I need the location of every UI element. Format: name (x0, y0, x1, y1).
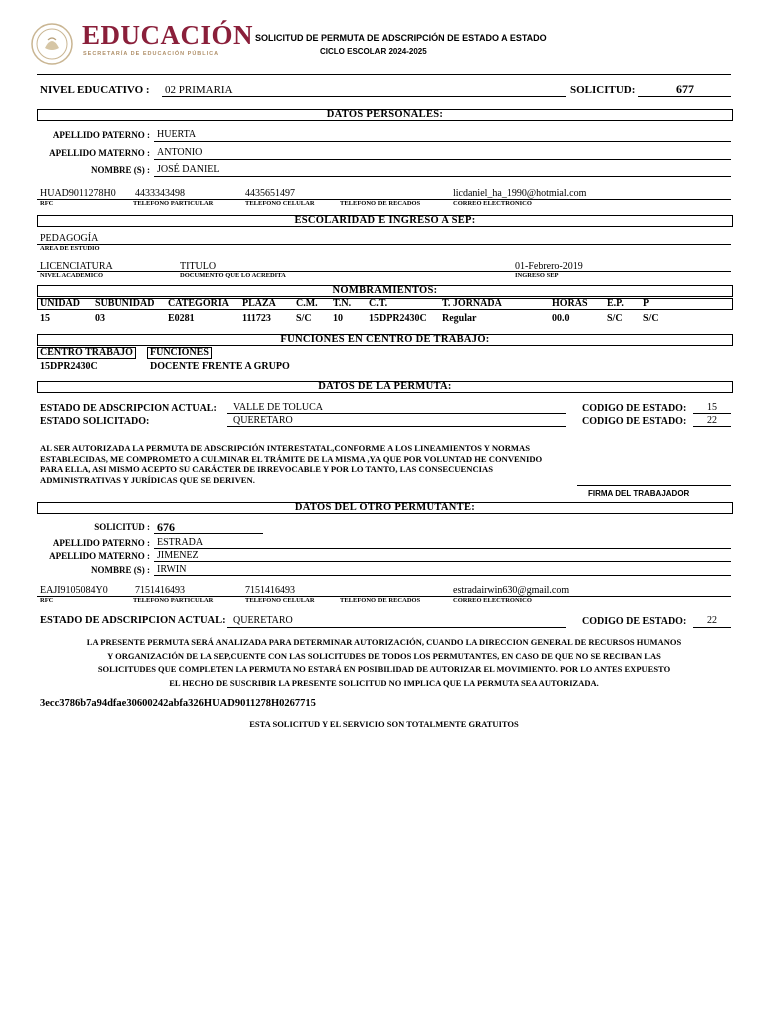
codigo-solicitado-value: 22 (707, 415, 717, 426)
ingreso-label: INGRESO SEP (515, 272, 559, 279)
otro-nombre-underline (154, 575, 731, 576)
centro-trabajo-label: CENTRO TRABAJO (37, 347, 136, 359)
section-escolaridad: ESCOLARIDAD E INGRESO A SEP: (37, 215, 733, 227)
otro-estado-actual-underline (227, 627, 566, 628)
codigo-actual-value: 15 (707, 402, 717, 413)
firma-line (577, 485, 731, 486)
otro-solicitud-label: SOLICITUD : (94, 522, 150, 532)
otro-codigo-label: CODIGO DE ESTADO: (582, 616, 687, 627)
compromiso-line-4: ADMINISTRATIVAS Y JURÍDICAS QUE SE DERIVEN. (40, 474, 255, 485)
tel-cel-label: TELEFONO CELULAR (245, 200, 315, 207)
otro-solicitud-underline (154, 533, 263, 534)
col-unidad: UNIDAD (40, 298, 80, 309)
cell-ct: 15DPR2430C (369, 313, 427, 324)
aviso-line-2: Y ORGANIZACIÓN DE LA SEP,CUENTE CON LAS SOLICITUDES DE TODOS LOS PERMUTANTES, EN CASO DE QUE NO SE RECIBAN LAS (107, 650, 661, 661)
school-cycle: CICLO ESCOLAR 2024-2025 (320, 47, 427, 56)
compromiso-line-3: PARA ELLA, ASI MISMO ACEPTO SU CARÁCTER DE IRREVOCABLE Y POR LO TANTO, LAS CONSECUENCIAS (40, 464, 493, 474)
otro-tel-cel-label: TELEFONO CELULAR (245, 597, 315, 604)
funciones-label: FUNCIONES (147, 347, 212, 359)
otro-paterno-label: APELLIDO PATERNO : (52, 538, 150, 548)
paterno-label: APELLIDO PATERNO : (52, 130, 150, 140)
compromiso-text (40, 443, 600, 485)
codigo-solicitado-label: CODIGO DE ESTADO: (582, 416, 687, 427)
col-tn: T.N. (333, 298, 352, 309)
tel-part-value: 4433343498 (135, 188, 185, 199)
col-ep: E.P. (607, 298, 624, 309)
area-underline (37, 244, 731, 245)
col-subunidad: SUBUNIDAD (95, 298, 155, 309)
estado-solicitado-label: ESTADO SOLICITADO: (40, 416, 150, 427)
solicitud-label: SOLICITUD: (570, 84, 636, 96)
cell-horas: 00.0 (552, 313, 570, 324)
correo-label: CORREO ELECTRONICO (453, 200, 532, 207)
otro-materno-label: APELLIDO MATERNO : (49, 551, 150, 561)
nombre-value: JOSÉ DANIEL (157, 164, 220, 175)
nivel-label: NIVEL EDUCATIVO : (40, 84, 150, 96)
otro-tel-cel-value: 7151416493 (245, 585, 295, 596)
aviso-line-1: LA PRESENTE PERMUTA SERÁ ANALIZADA PARA DETERMINAR AUTORIZACIÓN, CUANDO LA DIRECCION GENERAL DE RECURSOS HUMANOS (86, 637, 682, 647)
solicitud-value: 677 (676, 82, 694, 96)
materno-label: APELLIDO MATERNO : (49, 148, 150, 158)
paterno-underline (154, 141, 731, 142)
col-ct: C.T. (369, 298, 388, 309)
rfc-value: HUAD9011278H0 (40, 188, 116, 199)
tel-cel-value: 4435651497 (245, 188, 295, 199)
gratuito-notice: ESTA SOLICITUD Y EL SERVICIO SON TOTALMENTE GRATUITOS (249, 719, 519, 729)
documento-label: DOCUMENTO QUE LO ACREDITA (180, 272, 286, 279)
otro-estado-actual-label: ESTADO DE ADSCRIPCION ACTUAL: (40, 615, 226, 626)
compromiso-line-2: ESTABLECIDAS, ME COMPROMETO A CULMINAR EL TRÁMITE DE LA MISMA ,YA QUE POR VOLUNTAD HE CONVENIDO (40, 453, 543, 464)
nombramientos-row (0, 313, 768, 325)
otro-paterno-value: ESTRADA (157, 537, 204, 548)
cell-categoria: E0281 (168, 313, 195, 324)
otro-rfc-label: RFC (40, 597, 54, 604)
codigo-actual-label: CODIGO DE ESTADO: (582, 403, 687, 414)
aviso-line-3: SOLICITUDES QUE COMPLETEN LA PERMUTA NO ESTARÁ EN POSIBILIDAD DE AUTORIZAR EL MOVIMIENTO. POR LO ANTES EXPUESTO (97, 664, 671, 674)
aviso-line-4: EL HECHO DE SUSCRIBIR LA PRESENTE SOLICITUD NO IMPLICA QUE LA PERMUTA SEA AUTORIZADA. (169, 677, 599, 688)
otro-nombre-value: IRWIN (157, 564, 187, 575)
materno-underline (154, 159, 731, 160)
logo-word: EDUCACIÓN (82, 20, 254, 50)
firma-label: FIRMA DEL TRABAJADOR (588, 489, 690, 498)
otro-tel-rec-label: TELEFONO DE RECADOS (340, 597, 421, 604)
nivel-value: 02 PRIMARIA (165, 84, 233, 96)
otro-materno-value: JIMENEZ (157, 550, 199, 561)
otro-codigo-value: 22 (707, 615, 717, 626)
tel-rec-label: TELEFONO DE RECADOS (340, 200, 421, 207)
codigo-actual-underline (693, 413, 731, 414)
otro-estado-actual-value: QUERETARO (233, 615, 293, 626)
otro-nombre-label: NOMBRE (S) : (91, 565, 150, 575)
cell-subunidad: 03 (95, 313, 105, 324)
section-datos-permuta: DATOS DE LA PERMUTA: (37, 381, 733, 393)
correo-value: licdaniel_ha_1990@hotmial.com (453, 188, 587, 199)
cell-unidad: 15 (40, 313, 50, 324)
otro-correo-value: estradairwin630@gmail.com (453, 585, 570, 596)
section-nombramientos: NOMBRAMIENTOS: (37, 285, 733, 297)
nivel-academico-value: LICENCIATURA (40, 261, 113, 272)
header-rule (37, 74, 731, 75)
cell-jornada: Regular (442, 313, 477, 324)
col-p: P (643, 298, 650, 309)
otro-paterno-underline (154, 548, 731, 549)
section-funciones: FUNCIONES EN CENTRO DE TRABAJO: (37, 334, 733, 346)
otro-tel-part-value: 7151416493 (135, 585, 185, 596)
nombre-label: NOMBRE (S) : (91, 165, 150, 175)
otro-correo-label: CORREO ELECTRONICO (453, 597, 532, 604)
escolaridad-underline (37, 271, 731, 272)
tel-part-label: TELEFONO PARTICULAR (133, 200, 214, 207)
compromiso-line-1: AL SER AUTORIZADA LA PERMUTA DE ADSCRIPCIÓN INTERESTATAL,CONFORME A LOS LINEAMIENTOS Y NORMAS (40, 443, 531, 453)
nombre-underline (154, 176, 731, 177)
col-horas: HORAS (552, 298, 588, 309)
otro-solicitud-value: 676 (157, 520, 175, 534)
otro-materno-underline (154, 561, 731, 562)
paterno-value: HUERTA (157, 129, 197, 140)
funciones-value: DOCENTE FRENTE A GRUPO (150, 361, 290, 372)
estado-actual-value: VALLE DE TOLUCA (233, 402, 323, 413)
materno-value: ANTONIO (157, 147, 203, 158)
cell-p: S/C (643, 313, 659, 324)
cell-tn: 10 (333, 313, 343, 324)
section-datos-personales: DATOS PERSONALES: (37, 109, 733, 121)
estado-solicitado-value: QUERETARO (233, 415, 293, 426)
documento-value: TITULO (180, 261, 217, 272)
col-categoria: CATEGORIA (168, 298, 229, 309)
otro-rfc-value: EAJI9105084Y0 (40, 585, 108, 596)
estado-solicitado-underline (227, 426, 566, 427)
nivel-underline (162, 96, 566, 97)
section-otro-permutante: DATOS DEL OTRO PERMUTANTE: (37, 502, 733, 514)
folio-hash: 3ecc3786b7a94dfae30600242abfa326HUAD9011278H0267715 (40, 698, 316, 709)
solicitud-underline (638, 96, 731, 97)
area-value: PEDAGOGÍA (40, 233, 99, 244)
col-plaza: PLAZA (242, 298, 276, 309)
document-title: SOLICITUD DE PERMUTA DE ADSCRIPCIÓN DE ESTADO A ESTADO (255, 33, 547, 43)
cell-cm: S/C (296, 313, 312, 324)
cell-ep: S/C (607, 313, 623, 324)
centro-trabajo-value: 15DPR2430C (40, 361, 98, 372)
rfc-label: RFC (40, 200, 54, 207)
estado-actual-label: ESTADO DE ADSCRIPCION ACTUAL: (40, 403, 217, 414)
codigo-solicitado-underline (693, 426, 731, 427)
logo-subtitle: SECRETARÍA DE EDUCACIÓN PÚBLICA (83, 51, 220, 57)
sep-seal-icon (30, 22, 74, 66)
cell-plaza: 111723 (242, 313, 271, 324)
aviso-text (37, 636, 731, 690)
area-label: AREA DE ESTUDIO (40, 245, 100, 252)
otro-tel-part-label: TELEFONO PARTICULAR (133, 597, 214, 604)
nivel-academico-label: NIVEL ACADEMICO (40, 272, 104, 279)
otro-codigo-underline (693, 627, 731, 628)
estado-actual-underline (227, 413, 566, 414)
col-jornada: T. JORNADA (442, 298, 502, 309)
col-cm: C.M. (296, 298, 318, 309)
ingreso-value: 01-Febrero-2019 (515, 261, 583, 272)
nombramientos-header (0, 298, 768, 310)
